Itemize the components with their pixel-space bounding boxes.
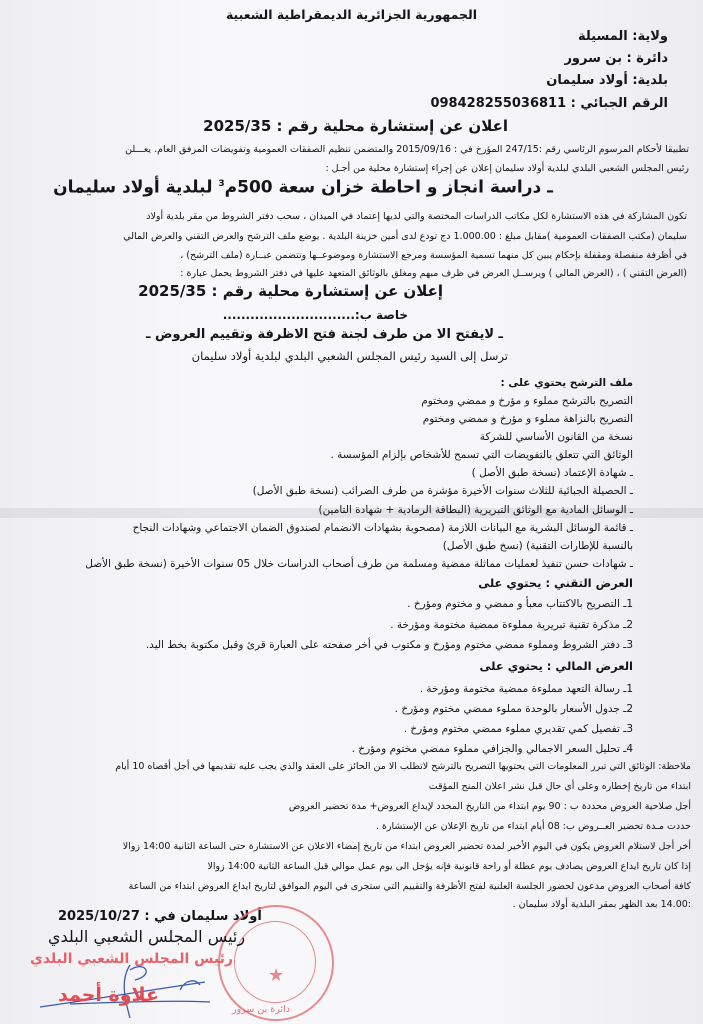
candidacy-item: ـ الوسائل المادية مع الوثائق التبريرية (البطاقة الرمادية + شهادة التامين) (318, 504, 633, 516)
project-text: ـ دراسة انجاز و احاطة خزان سعة 500م (224, 177, 553, 198)
note-line: إذا كان تاريخ ايداع العروض يصادف يوم عطلة أو راحة قانونية فإنه يؤجل الى يوم عمل موالي قبل الساعة الثانية 14:00 زوالا (207, 861, 691, 872)
note-line: حددت مـدة تحضير العــروض ب: 08 أيام ابتداء من تاريخ الإعلان عن الإستشارة . (375, 821, 691, 832)
candidacy-item: التصريح بالنزاهة مملوء و مؤرخ و ممضي ومختوم (422, 413, 633, 425)
signatory-title: رئيس المجلس الشعبي البلدي (48, 927, 246, 946)
note-line: أخر أجل لاستلام العروض يكون في اليوم الأخير لمدة تحضير العروض ابتداء من تاريخ إمضاء الاعلان عن الاستشارة حتى الساعة الثانية 14:00 زوالا (122, 841, 691, 852)
star-icon: ★ (268, 965, 285, 986)
intro-line: تطبيقا لأحكام المرسوم الرئاسي رقم :247/15 المؤرخ في : 2015/09/16 والمتضمن تنظيم الصفقات العمومية وتفويضات المرفق العام. يعـــلن (125, 144, 689, 155)
candidacy-item: ـ قائمة الوسائل البشرية مع البيانات اللازمة (مصحوبة بشهادات الانضمام لصندوق الضمان الاجتماعي وشهادات النجاح (132, 522, 633, 534)
stamp-text: دائرة بن سرور (232, 1004, 291, 1015)
wilaya: ولاية: المسيلة (577, 29, 668, 44)
technical-item: 3ـ دفتر الشروط ومملوء ممضي مختوم ومؤرخ و مكتوب في أخر صفحته على العبارة قرئ وقبل مكتوبة بخط اليد. (145, 639, 633, 651)
candidacy-item: التصريح بالترشح مملوء و مؤرخ و ممضي ومختوم (421, 395, 633, 407)
note-line: ابتداء من تاريخ إخطاره وعلى أي حال قبل نشر اعلان المنح المؤقت (428, 781, 691, 792)
financial-item: 2ـ جدول الأسعار بالوحدة مملوء ممضي مختوم ومؤرخ . (394, 703, 633, 715)
note-line: :14.00 بعد الظهر بمقر البلدية أولاد سليمان . (512, 899, 691, 910)
financial-item: 3ـ تفصيل كمي تقديري مملوء ممضي مختوم ومؤرخ . (403, 723, 633, 735)
daira: دائرة : بن سرور (564, 51, 668, 66)
paragraph-line: سليمان (مكتب الصفقات العمومية )مقابل مبلغ : 1.000.00 دج تودع لدى أمين خزينة البلدية . يوضع ملف الترشح والعرض التقني والعرض المالي (123, 231, 687, 242)
note-line: ملاحظة: الوثائق التي تبرر المعلومات التي يحتويها التصريح بالترشح لاتطلب الا من الحائز على العقد والذي يجب عليه تقديمها في أجل أقصاه 10 أيام (115, 761, 691, 772)
candidacy-item: ـ الحصيلة الجبائية للثلاث سنوات الأخيرة مؤشرة من طرف الضرائب (نسخة طبق الأصل) (252, 485, 633, 497)
republic-header: الجمهورية الجزائرية الديمقراطية الشعبية (225, 7, 478, 22)
envelope-send-to: ترسل إلى السيد رئيس المجلس الشعبي البلدي لبلدية أولاد سليمان (191, 349, 508, 363)
signature-date: أولاد سليمان في : 2025/10/27 (58, 909, 262, 924)
candidacy-item: الوثائق التي تتعلق بالتفويضات التي تسمح للأشخاص بإلزام المؤسسة . (330, 449, 633, 461)
technical-item: 1ـ التصريح بالاكتتاب معبأ و ممضي و مختوم ومؤرخ . (407, 598, 633, 610)
technical-heading: العرض التقني : يحتوي على (478, 576, 633, 590)
candidacy-heading: ملف الترشح يحتوي على : (500, 377, 633, 389)
envelope-special: خاصة ب:............................. (222, 308, 408, 322)
financial-heading: العرض المالي : يحتوي على (479, 659, 633, 673)
tax-number: الرقم الجبائي : 098428255036811 (430, 96, 668, 111)
candidacy-item: نسخة من القانون الأساسي للشركة (479, 431, 633, 443)
financial-item: 1ـ رسالة التعهد مملوءة ممضية مختومة ومؤرخة . (419, 683, 633, 695)
candidacy-item: ـ شهادات حسن تنفيذ لعمليات مماثلة ممضية ومسلمة من طرف أصحاب الدراسات خلال 05 سنوات الأخيرة (نسخة طبق الأصل (85, 558, 633, 570)
paragraph-line: (العرض التقني ) ، (العرض المالي ) ويرســل العرض في ظرف مبهم ومغلق بالوثائق المتعهد عليها في دفتر الشروط يحمل عبارة : (180, 268, 687, 279)
paragraph-line: في أظرفة منفصلة ومقفلة بإحكام يبين كل منهما تسمية المؤسسة ومرجع الاستشارة وموضوعــها وتتضمن عبــارة (ملف الترشح) ، (180, 250, 687, 261)
project-title (53, 177, 553, 198)
note-line: كافة أصحاب العروض مدعون لحضور الجلسة العلنية لفتح الأظرفة والتقييم التي ستجرى في اليوم الموافق لتاريخ ايداع العروض ابتداء من الساعة (128, 881, 691, 892)
project-unit-sup: 3 (218, 179, 225, 189)
project-tail: لبلدية أولاد سليمان (53, 177, 219, 198)
page-title: اعلان عن إستشارة محلية رقم : 2025/35 (203, 117, 508, 135)
stamp-title: رئيس المجلس الشعبي البلدي (30, 951, 233, 967)
note-line: أجل صلاحية العروض محددة ب : 90 يوم ابتداء من التاريخ المحدد لإيداع العروض+ مدة تحضير العروض (288, 801, 691, 812)
envelope-label: إعلان عن إستشارة محلية رقم : 2025/35 (138, 282, 443, 300)
paragraph-line: تكون المشاركة في هذه الاستشارة لكل مكاتب الدراسات المختصة والتي لديها إعتماد في الميدان ، سحب دفتر الشروط من مقر بلدية أولاد (146, 211, 687, 222)
technical-item: 2ـ مذكرة تقنية تبريرية مملوءة ممضية مختومة ومؤرخة . (390, 619, 633, 631)
commune: بلدية: أولاد سليمان (546, 73, 668, 88)
envelope-warning: ـ لايفتح الا من طرف لجنة فتح الاظرفة وتقييم العروض ـ (145, 327, 503, 342)
signatory-name: علاوة أحمد (58, 984, 159, 1006)
intro-line: رئيس المجلس الشعبي البلدي لبلدية أولاد سليمان إعلان عن إجراء إستشارة محلية من أجـل : (325, 163, 689, 174)
candidacy-item: ـ شهادة الإعتماد (نسخة طبق الأصل ) (471, 467, 633, 479)
candidacy-item: بالنسبة للإطارات التقنية) (نسخ طبق الأصل) (442, 540, 633, 552)
financial-item: 4ـ تحليل السعر الاجمالي والجزافي مملوء ممضي مختوم ومؤرخ . (351, 743, 633, 755)
